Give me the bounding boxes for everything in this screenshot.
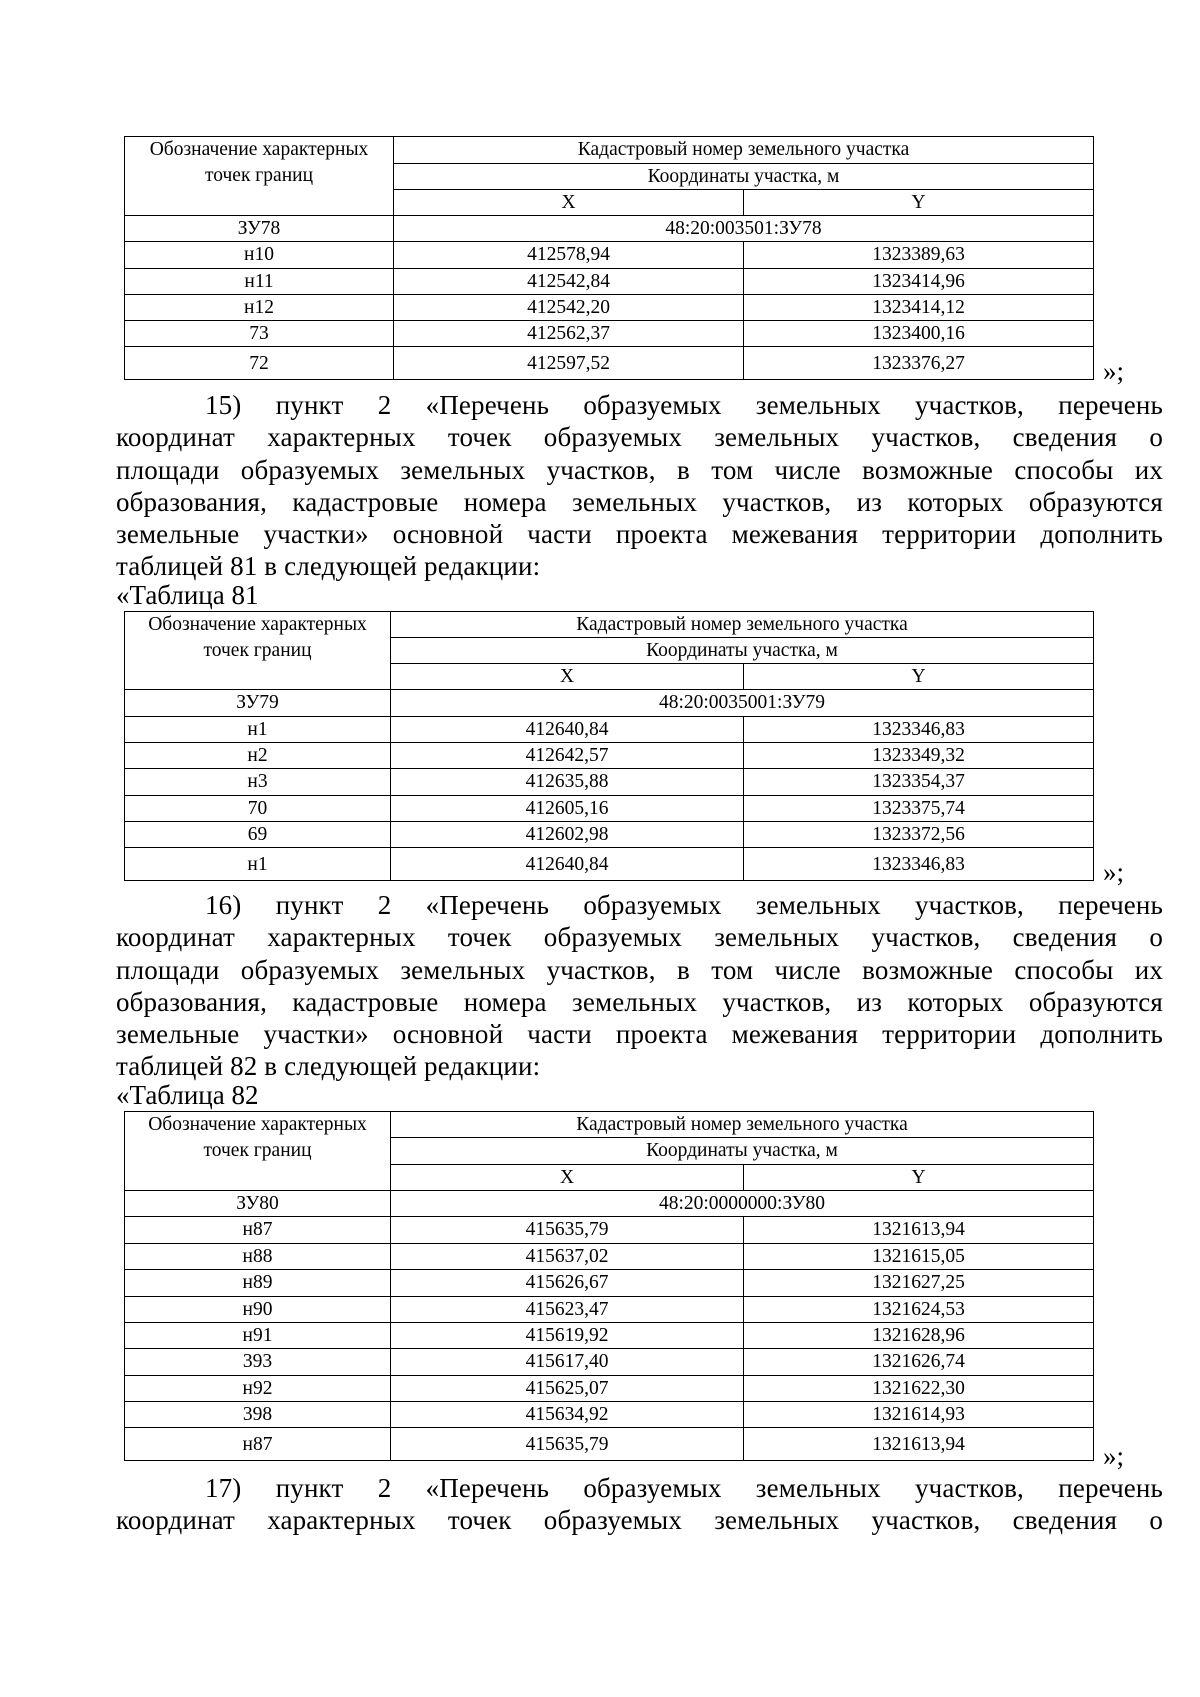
- point-name: н10: [125, 242, 394, 269]
- plot-designation: ЗУ80: [125, 1191, 391, 1217]
- paragraph-line: образования, кадастровые номера земельных участков, из которых образуются: [116, 486, 1163, 517]
- paragraph-line: таблицей 82 в следующей редакции:: [116, 1051, 541, 1082]
- coord-x: 412597,52: [394, 347, 744, 380]
- table-row: [125, 1244, 1094, 1270]
- plot-cadastral-number: 48:20:003501:ЗУ78: [394, 216, 1094, 242]
- coordinates-table-zu79: [124, 611, 1094, 881]
- point-name: н88: [125, 1244, 391, 1270]
- table-row: [125, 769, 1094, 796]
- table-row: [125, 1217, 1094, 1244]
- table-row: [125, 269, 1094, 295]
- table-row: [125, 295, 1094, 321]
- coord-x: 415626,67: [391, 1270, 744, 1297]
- coord-x: 415635,79: [391, 1428, 744, 1461]
- coord-x: 415623,47: [391, 1297, 744, 1323]
- coord-y: 1321624,53: [744, 1297, 1094, 1323]
- point-name: н1: [125, 717, 391, 743]
- coord-y: 1323376,27: [744, 347, 1094, 380]
- point-name: 72: [125, 347, 394, 380]
- table-row: [125, 1428, 1094, 1461]
- table-row: [125, 743, 1094, 769]
- coord-y: 1321613,94: [744, 1217, 1094, 1244]
- header-point-designation: Обозначение характерных точек границ: [125, 1112, 391, 1191]
- point-name: н87: [125, 1428, 391, 1461]
- point-name: 398: [125, 1402, 391, 1428]
- coord-y: 1321627,25: [744, 1270, 1094, 1297]
- table-caption-81: «Таблица 81: [116, 580, 259, 610]
- point-name: н91: [125, 1323, 391, 1349]
- paragraph-item-15: [116, 389, 1163, 583]
- coord-x: 412605,16: [391, 796, 744, 822]
- coord-y: 1323375,74: [744, 796, 1094, 822]
- paragraph-line: координат характерных точек образуемых земельных участков, сведения о: [116, 922, 1163, 953]
- coord-x: 412542,20: [394, 295, 744, 321]
- header-point-designation: Обозначение характерных точек границ: [125, 612, 391, 690]
- coord-y: 1321622,30: [744, 1376, 1094, 1402]
- table-row: [125, 1402, 1094, 1428]
- coord-y: 1323414,12: [744, 295, 1094, 321]
- coord-y: 1323346,83: [744, 848, 1094, 881]
- coord-y: 1323354,37: [744, 769, 1094, 796]
- plot-cadastral-number: 48:20:0000000:ЗУ80: [391, 1191, 1094, 1217]
- plot-designation: ЗУ78: [125, 216, 394, 242]
- header-point-designation: Обозначение характерных точек границ: [125, 137, 394, 216]
- coord-y: 1321613,94: [744, 1428, 1094, 1461]
- coord-x: 412642,57: [391, 743, 744, 769]
- table-row: [125, 1349, 1094, 1376]
- point-name: 73: [125, 321, 394, 347]
- header-y: Y: [744, 664, 1094, 690]
- point-name: 393: [125, 1349, 391, 1376]
- point-name: н12: [125, 295, 394, 321]
- paragraph-line: таблицей 81 в следующей редакции:: [116, 551, 541, 582]
- coord-x: 412602,98: [391, 822, 744, 848]
- header-x: X: [391, 1165, 744, 1191]
- table-row: [125, 717, 1094, 743]
- coord-x: 412640,84: [391, 717, 744, 743]
- header-cadastral-number: Кадастровый номер земельного участка: [391, 612, 1094, 638]
- plot-designation: ЗУ79: [125, 690, 391, 717]
- coord-x: 412640,84: [391, 848, 744, 881]
- table-row: [125, 1376, 1094, 1402]
- plot-cadastral-number: 48:20:0035001:ЗУ79: [391, 690, 1094, 717]
- paragraph-line: координат характерных точек образуемых земельных участков, сведения о: [116, 1505, 1163, 1536]
- coordinates-table-zu78: [124, 136, 1094, 380]
- paragraph-item-16: [116, 889, 1163, 1083]
- header-plot-coordinates: Координаты участка, м: [391, 1138, 1094, 1165]
- table-row: [125, 1297, 1094, 1323]
- coord-x: 412542,84: [394, 269, 744, 295]
- header-plot-coordinates: Координаты участка, м: [394, 164, 1094, 190]
- header-cadastral-number: Кадастровый номер земельного участка: [394, 137, 1094, 164]
- point-name: 70: [125, 796, 391, 822]
- paragraph-line: 17) пункт 2 «Перечень образуемых земельных участков, перечень: [205, 1473, 1163, 1503]
- coord-x: 412562,37: [394, 321, 744, 347]
- coord-y: 1323349,32: [744, 743, 1094, 769]
- paragraph-line: площади образуемых земельных участков, в том числе возможные способы их: [116, 954, 1163, 985]
- coord-y: 1321614,93: [744, 1402, 1094, 1428]
- paragraph-item-17: [116, 1472, 1163, 1537]
- table-row: [125, 347, 1094, 380]
- header-plot-coordinates: Координаты участка, м: [391, 638, 1094, 664]
- table-row: [125, 1270, 1094, 1297]
- coord-x: 415617,40: [391, 1349, 744, 1376]
- table-row: [125, 822, 1094, 848]
- coord-y: 1323389,63: [744, 242, 1094, 269]
- paragraph-line: 16) пункт 2 «Перечень образуемых земельных участков, перечень: [205, 890, 1163, 920]
- paragraph-line: координат характерных точек образуемых земельных участков, сведения о: [116, 422, 1163, 453]
- point-name: 69: [125, 822, 391, 848]
- coord-y: 1321626,74: [744, 1349, 1094, 1376]
- coord-x: 415634,92: [391, 1402, 744, 1428]
- closing-quote-mark: »;: [1103, 356, 1125, 386]
- coord-y: 1323346,83: [744, 717, 1094, 743]
- table-row: [125, 242, 1094, 269]
- point-name: н3: [125, 769, 391, 796]
- coord-x: 412635,88: [391, 769, 744, 796]
- coord-y: 1321615,05: [744, 1244, 1094, 1270]
- table-row: [125, 848, 1094, 881]
- point-name: н2: [125, 743, 391, 769]
- point-name: н87: [125, 1217, 391, 1244]
- coord-y: 1321628,96: [744, 1323, 1094, 1349]
- paragraph-line: 15) пункт 2 «Перечень образуемых земельных участков, перечень: [205, 390, 1163, 420]
- table-row: [125, 1323, 1094, 1349]
- coord-x: 415619,92: [391, 1323, 744, 1349]
- coord-y: 1323400,16: [744, 321, 1094, 347]
- header-x: X: [391, 664, 744, 690]
- coord-x: 415635,79: [391, 1217, 744, 1244]
- coordinates-table-zu80: [124, 1111, 1094, 1461]
- header-y: Y: [744, 1165, 1094, 1191]
- paragraph-line: земельные участки» основной части проекта межевания территории дополнить: [116, 519, 1163, 550]
- point-name: н1: [125, 848, 391, 881]
- coord-y: 1323372,56: [744, 822, 1094, 848]
- coord-x: 415637,02: [391, 1244, 744, 1270]
- closing-quote-mark: »;: [1103, 1441, 1125, 1471]
- table-row: [125, 796, 1094, 822]
- table-row: [125, 321, 1094, 347]
- paragraph-line: земельные участки» основной части проекта межевания территории дополнить: [116, 1019, 1163, 1050]
- paragraph-line: площади образуемых земельных участков, в том числе возможные способы их: [116, 454, 1163, 485]
- table-caption-82: «Таблица 82: [116, 1080, 259, 1110]
- coord-y: 1323414,96: [744, 269, 1094, 295]
- paragraph-line: образования, кадастровые номера земельных участков, из которых образуются: [116, 986, 1163, 1017]
- coord-x: 415625,07: [391, 1376, 744, 1402]
- point-name: н90: [125, 1297, 391, 1323]
- point-name: н92: [125, 1376, 391, 1402]
- coord-x: 412578,94: [394, 242, 744, 269]
- header-x: X: [394, 190, 744, 216]
- point-name: н11: [125, 269, 394, 295]
- header-cadastral-number: Кадастровый номер земельного участка: [391, 1112, 1094, 1138]
- closing-quote-mark: »;: [1103, 857, 1125, 887]
- header-y: Y: [744, 190, 1094, 216]
- point-name: н89: [125, 1270, 391, 1297]
